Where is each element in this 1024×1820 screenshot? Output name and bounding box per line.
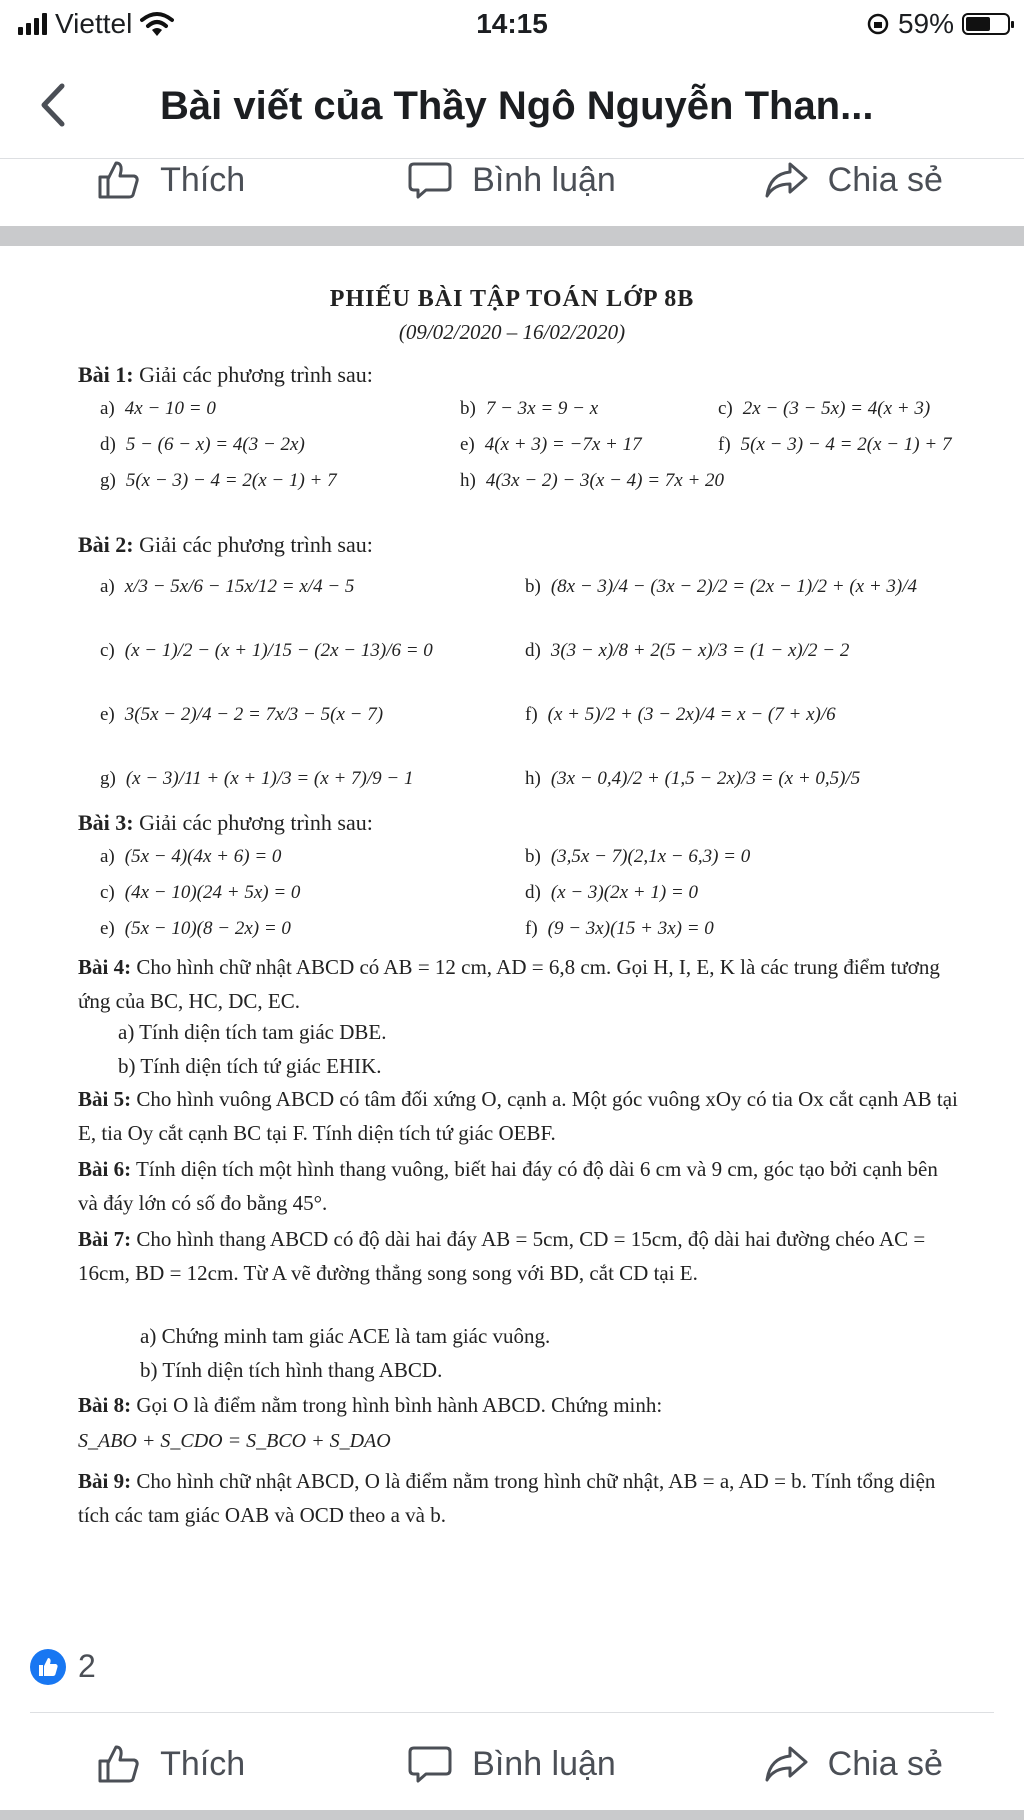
action-bar-bottom [0, 1724, 1024, 1804]
exercise-2-item: h) (3x − 0,4)/2 + (1,5 − 2x)/3 = (x + 0,5)/5 [525, 768, 861, 789]
exercise-3-item: b) (3,5x − 7)(2,1x − 6,3) = 0 [525, 846, 751, 867]
exercise-3-heading: Bài 3: Giải các phương trình sau: [78, 810, 373, 835]
like-label: Thích [160, 1744, 246, 1783]
exercise-8: Bài 8: Gọi O là điểm nằm trong hình bình hành ABCD. Chứng minh: [78, 1393, 663, 1417]
battery-icon [962, 13, 1010, 35]
exercise-4-part-a: a) Tính diện tích tam giác DBE. [118, 1020, 387, 1044]
exercise-3-item: e) (5x − 10)(8 − 2x) = 0 [100, 918, 291, 939]
orientation-lock-icon [866, 12, 890, 36]
exercise-2-item: e) 3(5x − 2)/4 − 2 = 7x/3 − 5(x − 7) [100, 704, 384, 725]
share-button[interactable] [683, 1724, 1024, 1804]
exercise-7-part-b: b) Tính diện tích hình thang ABCD. [140, 1358, 443, 1382]
exercise-6: Bài 6: Tính diện tích một hình thang vuông, biết hai đáy có độ dài 6 cm và 9 cm, góc tạo bởi cạnh bên và đáy lớn có số đo bằng 45°. [78, 1157, 938, 1215]
share-icon [764, 1744, 808, 1784]
action-bar-top [0, 140, 1024, 220]
clock: 14:15 [476, 8, 548, 39]
exercise-3-item: d) (x − 3)(2x + 1) = 0 [525, 882, 698, 903]
worksheet-image[interactable] [0, 270, 1024, 1570]
like-button[interactable] [0, 140, 341, 220]
exercise-1-item: a) 4x − 10 = 0 [100, 398, 216, 419]
exercise-9: Bài 9: Cho hình chữ nhật ABCD, O là điểm nằm trong hình chữ nhật, AB = a, AD = b. Tính tổng diện tích các tam giác OAB và OCD theo a và b. [78, 1469, 936, 1527]
like-label: Thích [160, 160, 246, 199]
exercise-4-part-b: b) Tính diện tích tứ giác EHIK. [118, 1054, 382, 1078]
thumbs-up-icon [96, 160, 140, 200]
comment-label: Bình luận [472, 160, 616, 199]
comment-button[interactable] [341, 140, 682, 220]
exercise-2-item: b) (8x − 3)/4 − (3x − 2)/2 = (2x − 1)/2 + (x + 3)/4 [525, 576, 918, 597]
exercise-2-heading: Bài 2: Giải các phương trình sau: [78, 532, 373, 557]
like-button[interactable] [0, 1724, 341, 1804]
comment-icon [408, 160, 452, 200]
nav-header [0, 62, 1024, 152]
share-label: Chia sẻ [827, 1744, 943, 1783]
exercise-1-item: c) 2x − (3 − 5x) = 4(x + 3) [718, 398, 931, 419]
exercise-2-item: f) (x + 5)/2 + (3 − 2x)/4 = x − (7 + x)/6 [525, 704, 836, 725]
exercise-3-item: a) (5x − 4)(4x + 6) = 0 [100, 846, 282, 867]
exercise-7: Bài 7: Cho hình thang ABCD có độ dài hai đáy AB = 5cm, CD = 15cm, độ dài hai đường chéo AC = 16cm, BD = 12cm. Từ A vẽ đường thẳng song song với BD, cắt CD tại E. [78, 1227, 926, 1285]
comment-button[interactable] [341, 1724, 682, 1804]
exercise-1-item: g) 5(x − 3) − 4 = 2(x − 1) + 7 [100, 470, 337, 491]
back-chevron-icon[interactable] [30, 80, 80, 130]
divider [30, 1712, 994, 1713]
worksheet-date: (09/02/2020 – 16/02/2020) [398, 320, 626, 344]
status-bar [0, 0, 1024, 50]
comment-icon [408, 1744, 452, 1784]
thumbs-up-icon [96, 1744, 140, 1784]
bottom-separator [0, 1810, 1024, 1820]
section-separator [0, 226, 1024, 246]
reaction-count: 2 [78, 1648, 96, 1684]
exercise-1-item: d) 5 − (6 − x) = 4(3 − 2x) [100, 434, 305, 455]
exercise-5: Bài 5: Cho hình vuông ABCD có tâm đối xứng O, cạnh a. Một góc vuông xOy có tia Ox cắt cạnh AB tại E, tia Oy cắt cạnh BC tại F. Tính diện tích tứ giác OEBF. [78, 1087, 958, 1145]
exercise-4: Bài 4: Cho hình chữ nhật ABCD có AB = 12 cm, AD = 6,8 cm. Gọi H, I, E, K là các trung điểm tương ứng của BC, HC, DC, EC. [78, 955, 940, 1013]
exercise-3-item: f) (9 − 3x)(15 + 3x) = 0 [525, 918, 714, 939]
exercise-2-item: d) 3(3 − x)/8 + 2(5 − x)/3 = (1 − x)/2 − 2 [525, 640, 850, 661]
exercise-2-item: a) x/3 − 5x/6 − 15x/12 = x/4 − 5 [100, 576, 355, 597]
worksheet-title: PHIẾU BÀI TẬP TOÁN LỚP 8B [329, 286, 695, 312]
reaction-summary[interactable] [30, 1648, 96, 1685]
exercise-7-part-a: a) Chứng minh tam giác ACE là tam giác vuông. [140, 1324, 551, 1348]
exercise-2-item: g) (x − 3)/11 + (x + 1)/3 = (x + 7)/9 − 1 [100, 768, 414, 789]
page-title: Bài viết của Thầy Ngô Nguyễn Than... [160, 84, 874, 128]
exercise-1-item: e) 4(x + 3) = −7x + 17 [460, 434, 642, 455]
like-reaction-icon [30, 1649, 66, 1685]
exercise-2-item: c) (x − 1)/2 − (x + 1)/15 − (2x − 13)/6 = 0 [100, 640, 433, 661]
exercise-1-item: b) 7 − 3x = 9 − x [460, 398, 599, 419]
exercise-8-formula: S_ABO + S_CDO = S_BCO + S_DAO [78, 1430, 391, 1452]
carrier-name: Viettel [55, 8, 133, 39]
share-button[interactable] [683, 140, 1024, 220]
exercise-1-item: f) 5(x − 3) − 4 = 2(x − 1) + 7 [718, 434, 952, 455]
exercise-1-item: h) 4(3x − 2) − 3(x − 4) = 7x + 20 [460, 470, 725, 491]
exercise-3-item: c) (4x − 10)(24 + 5x) = 0 [100, 882, 301, 903]
exercise-1-heading: Bài 1: Giải các phương trình sau: [78, 362, 373, 387]
comment-label: Bình luận [472, 1744, 616, 1783]
share-icon [764, 160, 808, 200]
share-label: Chia sẻ [827, 160, 943, 199]
battery-percent: 59% [897, 8, 954, 39]
